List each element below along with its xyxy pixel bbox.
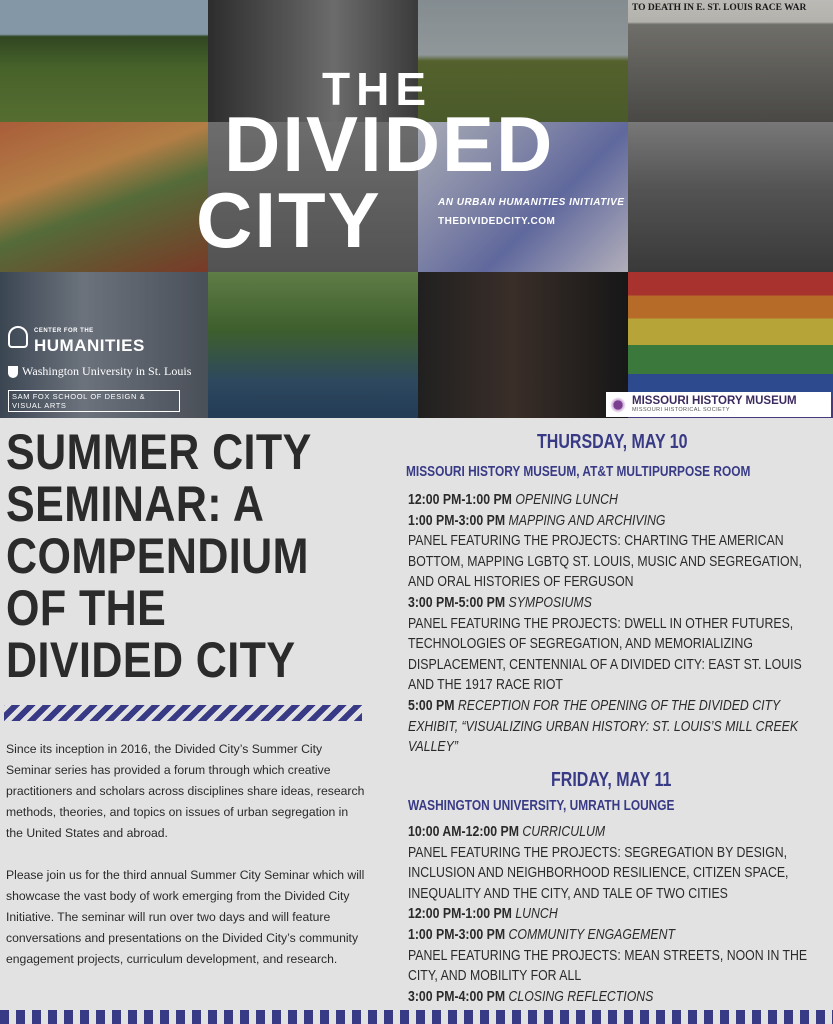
schedule-label: CLOSING REFLECTIONS	[508, 987, 654, 1005]
museum-name: MISSOURI HISTORY MUSEUM	[632, 395, 797, 407]
schedule-label: LUNCH	[515, 905, 558, 923]
schedule-description: PANEL FEATURING THE PROJECTS: MEAN STREETS, NOON IN THE CITY, AND MOBILITY FOR ALL	[408, 946, 808, 985]
schedule-label: CURRICULUM	[522, 823, 606, 840]
intro-text	[6, 739, 368, 970]
lotus-icon	[610, 397, 626, 413]
schedule-label: MAPPING AND ARCHIVING	[508, 511, 666, 529]
photo-collage	[0, 0, 833, 418]
schedule-description: PANEL FEATURING THE PROJECTS: CHARTING THE AMERICAN BOTTOM, MAPPING LGBTQ ST. LOUIS, MUSIC AND SEGREGATION, AND ORAL HISTORIES OF FERGUSON	[408, 532, 802, 591]
schedule-label: COMMUNITY ENGAGEMENT	[508, 925, 676, 943]
schedule-item	[408, 490, 822, 511]
humanities-logo-small: CENTER FOR THE	[34, 328, 94, 334]
schedule-item	[408, 593, 822, 696]
venue-thursday: MISSOURI HISTORY MUSEUM, AT&T MULTIPURPOSE ROOM	[406, 464, 751, 480]
schedule-time: 10:00 AM-12:00 PM	[408, 823, 519, 840]
website-link[interactable]: THEDIVIDEDCITY.COM	[438, 216, 556, 227]
humanities-logo	[8, 326, 145, 355]
schedule-item	[408, 987, 822, 1008]
newspaper-headline: TO DEATH IN E. ST. LOUIS RACE WAR	[632, 3, 807, 13]
wustl-logo	[8, 364, 191, 379]
divider-stripe	[4, 705, 362, 721]
schedule-item	[408, 822, 822, 904]
tagline: AN URBAN HUMANITIES INITIATIVE	[438, 197, 625, 208]
schedule-item	[408, 904, 822, 925]
page-title: SUMMER CITY SEMINAR: A COMPENDIUM OF THE DIVIDED CITY	[6, 424, 311, 688]
museum-logo	[606, 392, 831, 417]
shield-icon	[8, 366, 18, 378]
schedule-label: SYMPOSIUMS	[508, 593, 592, 611]
schedule-time: 3:00 PM-4:00 PM	[408, 987, 506, 1005]
fingerprint-icon	[8, 326, 28, 348]
schedule-label: OPENING LUNCH	[515, 491, 618, 508]
schedule-time: 5:00 PM	[408, 696, 455, 714]
bottom-border-stripe	[0, 1010, 833, 1024]
wustl-logo-text: Washington University in St. Louis	[22, 364, 192, 378]
schedule-description: PANEL FEATURING THE PROJECTS: SEGREGATION BY DESIGN, INCLUSION AND NEIGHBORHOOD RESILIENCE, CITIZEN SPACE, INEQUALITY AND THE CITY, AND TALE OF TWO CITIES	[408, 843, 789, 902]
samfox-logo: SAM FOX SCHOOL OF DESIGN & VISUAL ARTS	[8, 390, 180, 412]
schedule-time: 1:00 PM-3:00 PM	[408, 925, 506, 943]
schedule-time: 1:00 PM-3:00 PM	[408, 511, 506, 529]
day-heading-thursday: THURSDAY, MAY 10	[537, 431, 688, 453]
title-the: THE	[322, 63, 432, 115]
title-city: CITY	[196, 176, 382, 264]
schedule-thursday	[408, 490, 822, 758]
schedule-item	[408, 925, 822, 987]
schedule-friday	[408, 822, 822, 1007]
museum-subtitle: MISSOURI HISTORICAL SOCIETY	[632, 407, 730, 413]
schedule-time: 12:00 PM-1:00 PM	[408, 491, 512, 508]
intro-paragraph-1: Since its inception in 2016, the Divided City’s Summer City Seminar series has provided a forum through which creative practitioners and scholars across disciplines share ideas, research methods, theories, and topics on issues of urban segregation in the United States and abroad.	[6, 742, 365, 840]
schedule-label: RECEPTION FOR THE OPENING OF THE DIVIDED CITY EXHIBIT, “VISUALIZING URBAN HISTORY: ST. LOUIS’S MILL CREEK VALLEY”	[408, 696, 799, 756]
humanities-logo-big: HUMANITIES	[34, 336, 145, 355]
day-heading-friday: FRIDAY, MAY 11	[551, 769, 672, 791]
schedule-time: 3:00 PM-5:00 PM	[408, 593, 506, 611]
title-divided: DIVIDED	[224, 100, 555, 188]
intro-paragraph-2: Please join us for the third annual Summer City Seminar which will showcase the vast body of work emerging from the Divided City Initiative. The seminar will run over two days and will feature conversations and presentations on the Divided City’s community engagement projects, curriculum development, and research.	[6, 868, 365, 966]
schedule-time: 12:00 PM-1:00 PM	[408, 905, 512, 923]
schedule-item	[408, 511, 822, 593]
venue-friday: WASHINGTON UNIVERSITY, UMRATH LOUNGE	[408, 798, 675, 814]
schedule-item	[408, 696, 822, 758]
schedule-description: PANEL FEATURING THE PROJECTS: DWELL IN OTHER FUTURES, TECHNOLOGIES OF SEGREGATION, AND MEMORIALIZING DISPLACEMENT, CENTENNIAL OF A DIVIDED CITY: EAST ST. LOUIS AND THE 1917 RACE RIOT	[408, 614, 802, 694]
